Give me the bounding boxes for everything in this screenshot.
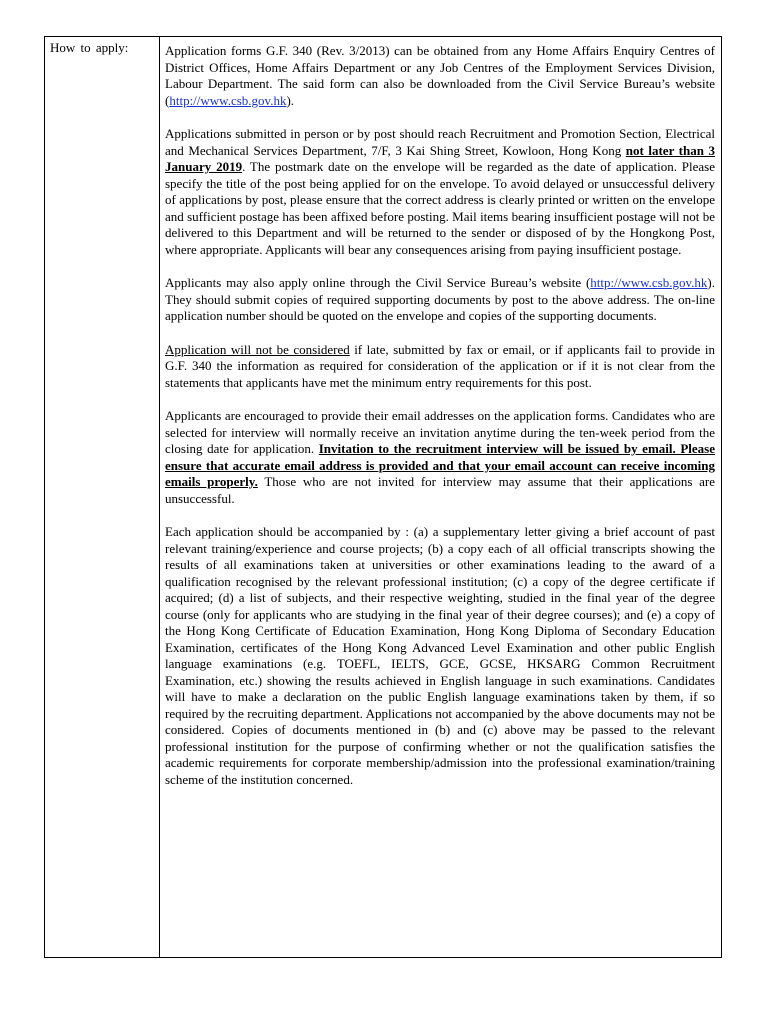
how-to-apply-label: How to apply: — [50, 40, 129, 55]
paragraph-online-tail: ). They should submit copies of required supporting documents by post to the above address. The on-line application number should be quoted on the envelope and copies of the supporting documents. — [165, 275, 715, 323]
paragraph-not-considered — [165, 342, 715, 392]
deadline-text: not later than 3 January 2019 — [165, 142, 715, 174]
paragraph-email-text: Applicants are encouraged to provide their email addresses on the application forms. Candidates who are selected for interview will normally receive an invitation anytime during the ten-week period from the closing date for application. — [165, 408, 715, 456]
paragraph-online — [165, 275, 715, 325]
paragraph-submission-tail: . The postmark date on the envelope will be regarded as the date of application. Please specify the title of the post being applied for on the envelope. To avoid delayed or unsuccessful delivery of applications by post, please ensure that the correct address is clearly printed or written on the envelope and sufficient postage has been affixed before posting. Mail items bearing insufficient postage will not be delivered to this Department and will be returned to the sender or disposed of by the Hongkong Post, where appropriate. Applicants will bear any consequences arising from paying insufficient postage. — [165, 159, 716, 257]
column-divider — [159, 37, 160, 957]
paragraph-forms-tail: ). — [286, 92, 295, 108]
paragraph-email-tail: Those who are not invited for interview may assume that their applications are unsuccessful. — [165, 474, 716, 506]
csb-website-link-online[interactable]: http://www.csb.gov.hk — [590, 275, 708, 290]
paragraph-online-text: Applicants may also apply online through the Civil Service Bureau’s website ( — [165, 275, 591, 290]
paragraph-forms-text: Application forms G.F. 340 (Rev. 3/2013) can be obtained from any Home Affairs Enquiry Centres of District Offices, Home Affairs Department or any Job Centres of the Employment Services Division, Labour Department. The said form can also be downloaded from the Civil Service Bureau’s website ( — [165, 43, 715, 108]
instructions-content — [165, 43, 715, 805]
application-table — [44, 36, 722, 958]
email-notice-text: Invitation to the recruitment interview will be issued by email. Please ensure that accurate email address is provided and that your email account can receive incoming emails properly. — [165, 441, 715, 489]
paragraph-email — [165, 408, 715, 507]
paragraph-submission — [165, 126, 715, 258]
paragraph-documents-text: Each application should be accompanied by : (a) a supplementary letter giving a brief account of past relevant training/experience and course projects; (b) a copy each of all official transcripts showing the results of all examinations taken at universities or other examinations leading to the award of a qualification recognised by the relevant professional institution; (c) a copy of the degree certificate if acquired; (d) a list of subjects, and their respective weighting, studied in the final year of the degree course (only for applicants who are studying in the final year of their degree courses); and (e) a copy of the Hong Kong Certificate of Education Examination, Hong Kong Diploma of Secondary Education Examination, certificates of the Hong Kong Advanced Level Examination and other public English language examinations (e.g. TOEFL, IELTS, GCE, GCSE, HKSARG Common Recruitment Examination, etc.) showing the results achieved in English language in such examinations. Candidates will have to make a declaration on the public English language examinations taken by them, if so required by the recruiting department. Applications not accompanied by the above documents may not be considered. Copies of documents mentioned in (b) and (c) above may be passed to the relevant professional institution for the purpose of confirming whether or not the qualification satisfies the academic requirements for corporate membership/admission into the professional examination/training scheme of the institution concerned. — [165, 524, 715, 787]
paragraph-submission-text: Applications submitted in person or by post should reach Recruitment and Promotion Section, Electrical and Mechanical Services Department, 7/F, 3 Kai Shing Street, Kowloon, Hong Kong — [165, 126, 715, 158]
csb-website-link[interactable]: http://www.csb.gov.hk — [169, 92, 287, 108]
paragraph-documents — [165, 524, 715, 788]
not-considered-text: Application will not be considered — [165, 341, 350, 357]
paragraph-forms — [165, 43, 715, 109]
paragraph-not-considered-tail: if late, submitted by fax or email, or if applicants fail to provide in G.F. 340 the information as required for consideration of the application or if it is not clear from the statements that applicants have met the minimum entry requirements for this post. — [165, 341, 715, 390]
